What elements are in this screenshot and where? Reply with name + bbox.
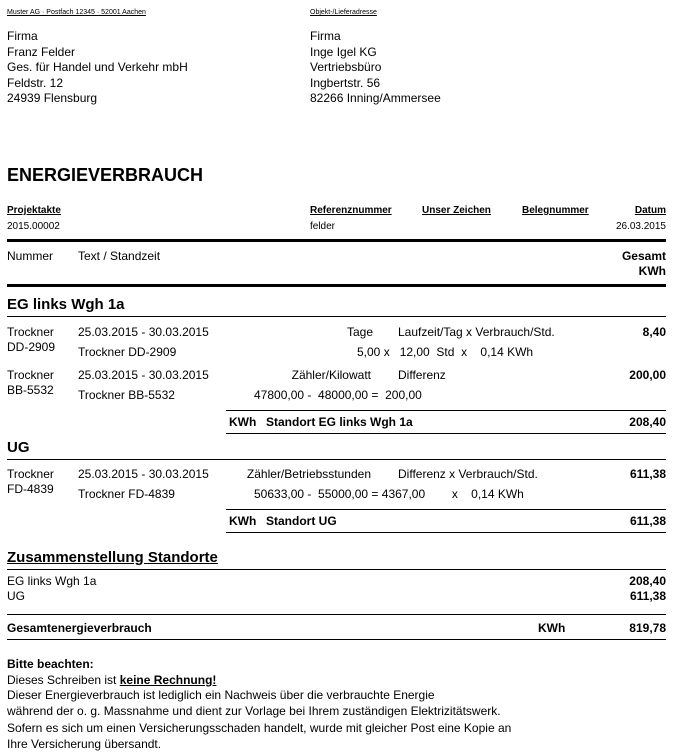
subtotal-value: 208,40 [629, 415, 666, 429]
notes-line: Dieser Energieverbrauch ist lediglich ein Nachweis über die verbrauchte Energie [7, 688, 435, 702]
notes-title: Bitte beachten: [7, 657, 94, 671]
item-col-b: Laufzeit/Tag x Verbrauch/Std. [398, 325, 555, 339]
beleg-label: Belegnummer [522, 205, 589, 216]
recipient-line: 24939 Flensburg [7, 91, 98, 105]
zeichen-label: Unser Zeichen [422, 205, 491, 216]
summary-value: 611,38 [629, 589, 666, 603]
item-period: 25.03.2015 - 30.03.2015 [78, 368, 209, 382]
document-title: ENERGIEVERBRAUCH [7, 165, 204, 185]
divider [226, 532, 666, 533]
recipient-line: Franz Felder [7, 44, 76, 59]
col-nummer: Nummer [7, 249, 54, 263]
subtotal-label: Standort EG links Wgh 1a [266, 415, 413, 429]
projektakte-label: Projektakte [7, 205, 61, 216]
divider [226, 509, 666, 510]
grand-total-value: 819,78 [629, 621, 666, 635]
object-address-label: Objekt-/Lieferadresse [310, 9, 377, 16]
referenz-label: Referenznummer [310, 205, 392, 216]
summary-label: UG [7, 589, 25, 603]
object-line: Vertriebsbüro [310, 60, 382, 74]
item-col-a: Zähler/Kilowatt [291, 368, 371, 382]
divider [7, 284, 666, 287]
item-col-a: Zähler/Betriebsstunden [246, 467, 371, 481]
item-description: Trockner FD-4839 [78, 487, 175, 501]
item-number: Trockner [7, 467, 54, 481]
datum-value: 26.03.2015 [615, 221, 666, 232]
item-calculation: 47800,00 - 48000,00 = 200,00 [254, 388, 422, 402]
col-unit: KWh [638, 264, 666, 278]
summary-label: EG links Wgh 1a [7, 574, 97, 588]
recipient-line: Feldstr. 12 [7, 75, 64, 90]
sender-line: Muster AG · Postfach 12345 · 52001 Aachen [7, 9, 146, 16]
recipient-address [7, 29, 188, 107]
item-calculation: 50633,00 - 55000,00 = 4367,00 x 0,14 KWh [254, 487, 524, 501]
subtotal-unit: KWh [229, 514, 257, 528]
item-code: DD-2909 [7, 340, 56, 354]
divider [7, 569, 666, 570]
datum-label: Datum [634, 205, 666, 216]
notes-line [7, 673, 216, 687]
divider [7, 316, 666, 317]
subtotal-unit: KWh [229, 415, 257, 429]
col-text: Text / Standzeit [78, 249, 161, 263]
item-calculation: 5,00 x 12,00 Std x 0,14 KWh [357, 345, 534, 359]
divider [7, 459, 666, 460]
item-code: BB-5532 [7, 383, 54, 397]
subtotal-value: 611,38 [629, 514, 666, 528]
notes-emphasis: keine Rechnung! [119, 673, 217, 687]
projektakte-value: 2015.00002 [7, 221, 60, 232]
item-col-b: Differenz x Verbrauch/Std. [398, 467, 538, 481]
item-period: 25.03.2015 - 30.03.2015 [78, 467, 209, 481]
item-description: Trockner DD-2909 [78, 345, 177, 359]
notes-line: Sofern es sich um einen Versicherungsschaden handelt, wurde mit gleicher Post eine Kopie an [7, 721, 512, 735]
notes-line: während der o. g. Massnahme und dient zur Vorlage bei Ihrem zuständigen Elektrizitätswerk. [7, 704, 501, 718]
recipient-line: Ges. für Handel und Verkehr mbH [7, 60, 188, 74]
col-gesamt: Gesamt [621, 249, 666, 263]
item-number: Trockner [7, 325, 54, 339]
object-line: 82266 Inning/Ammersee [310, 91, 441, 105]
subtotal-label: Standort UG [266, 514, 337, 528]
notes-line: Ihre Versicherung übersandt. [7, 737, 162, 751]
object-line: Inge Igel KG [310, 44, 377, 59]
section-title: EG links Wgh 1a [7, 296, 125, 313]
object-line: Ingbertstr. 56 [310, 75, 381, 90]
item-code: FD-4839 [7, 482, 54, 496]
divider [7, 614, 666, 615]
item-col-b: Differenz [398, 368, 446, 382]
grand-total-label: Gesamtenergieverbrauch [7, 621, 152, 635]
referenz-value: felder [310, 221, 336, 232]
item-total: 611,38 [629, 467, 666, 481]
item-period: 25.03.2015 - 30.03.2015 [78, 325, 209, 339]
divider [226, 410, 666, 411]
item-description: Trockner BB-5532 [78, 388, 175, 402]
item-total: 8,40 [642, 325, 666, 339]
divider [7, 239, 666, 242]
notes-text: Dieses Schreiben ist [7, 673, 120, 687]
grand-total-unit: KWh [538, 621, 566, 635]
item-total: 200,00 [629, 368, 666, 382]
summary-value: 208,40 [629, 574, 666, 588]
item-number: Trockner [7, 368, 54, 382]
divider [226, 433, 666, 434]
item-col-a: Tage [346, 325, 373, 339]
section-title: UG [7, 439, 30, 456]
recipient-line: Firma [7, 29, 38, 43]
summary-title: Zusammenstellung Standorte [7, 549, 218, 566]
object-address [310, 29, 441, 107]
divider [7, 639, 666, 640]
object-line: Firma [310, 29, 341, 43]
